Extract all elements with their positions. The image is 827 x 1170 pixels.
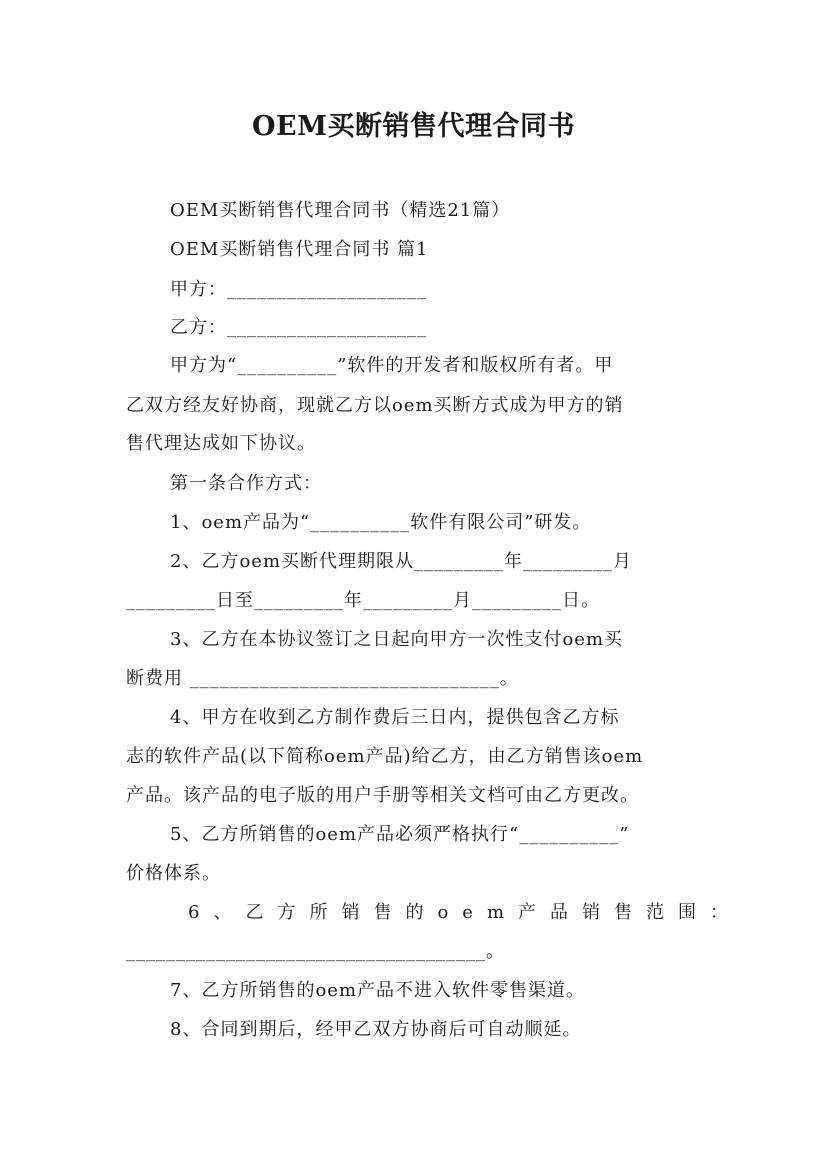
clause-line: 产品。该产品的电子版的用户手册等相关文档可由乙方更改。 <box>126 785 639 806</box>
clause-line: 1、oem产品为“__________软件有限公司”研发。 <box>170 512 592 533</box>
clause-heading: 第一条合作方式： <box>170 473 322 494</box>
clause-line: 志的软件产品(以下简称oem产品)给乙方，由乙方销售该oem <box>126 746 644 767</box>
paragraph-line: 售代理达成如下协议。 <box>126 433 316 454</box>
clause-line: _________日至_________年_________月_________日。 <box>126 590 600 611</box>
clause-line: ____________________________________。 <box>126 941 505 962</box>
subtitle-line: OEM买断销售代理合同书（精选21篇） <box>170 200 511 221</box>
party-b-line: 乙方：____________________ <box>170 317 427 338</box>
clause-line: 6、乙方所销售的oem产品销售范围： <box>188 902 743 923</box>
clause-line: 8、合同到期后，经甲乙双方协商后可自动顺延。 <box>170 1019 582 1040</box>
section-heading: OEM买断销售代理合同书 篇1 <box>170 239 429 260</box>
paragraph-line: 乙双方经友好协商，现就乙方以oem买断方式成为甲方的销 <box>126 395 624 416</box>
clause-line: 断费用 _______________________________。 <box>126 668 519 689</box>
clause-line: 3、乙方在本协议签订之日起向甲方一次性支付oem买 <box>170 629 624 650</box>
party-a-line: 甲方：____________________ <box>170 279 427 300</box>
clause-line: 2、乙方oem买断代理期限从_________年_________月 <box>170 551 633 572</box>
clause-line: 7、乙方所销售的oem产品不进入软件零售渠道。 <box>170 980 586 1001</box>
paragraph-line: 甲方为“__________”软件的开发者和版权所有者。甲 <box>170 355 614 376</box>
clause-line: 价格体系。 <box>126 863 221 884</box>
clause-line: 5、乙方所销售的oem产品必须严格执行“__________” <box>170 824 630 845</box>
document-title: OEM买断销售代理合同书 <box>252 111 575 142</box>
clause-line: 4、甲方在收到乙方制作费后三日内，提供包含乙方标 <box>170 707 620 728</box>
